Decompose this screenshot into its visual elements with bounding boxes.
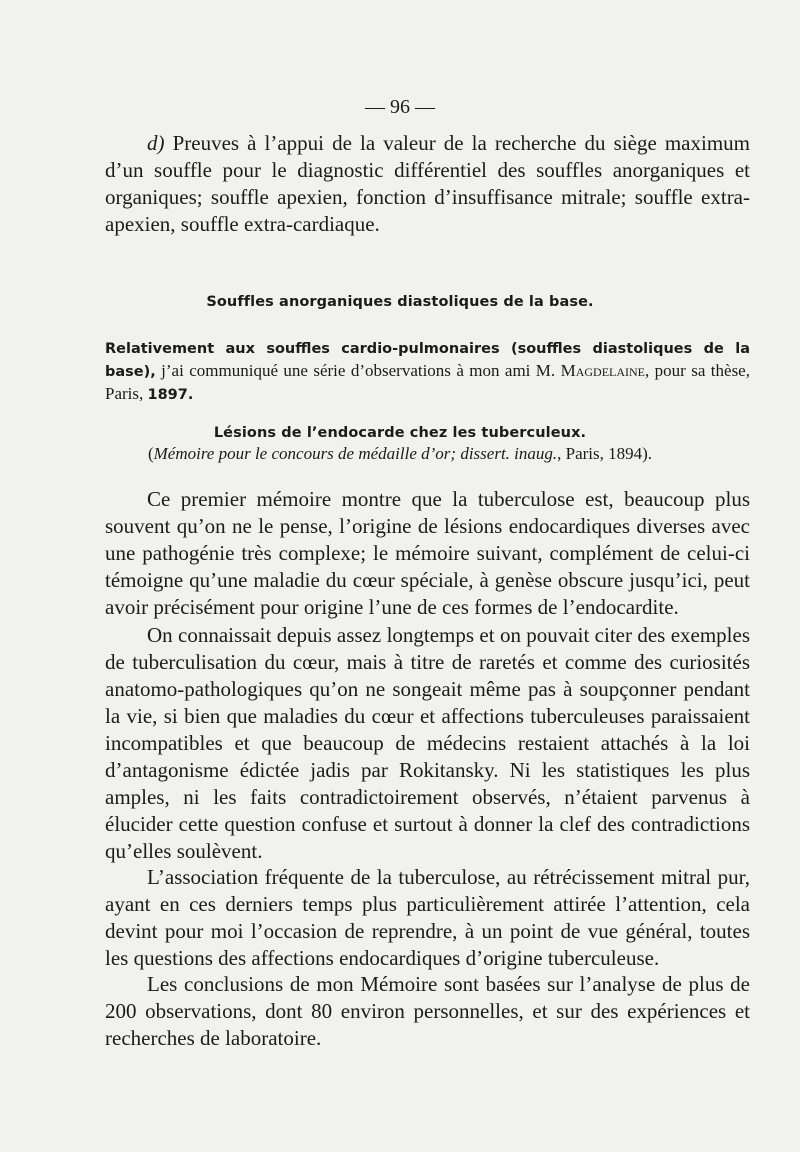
paragraph-text: Les conclusions de mon Mémoire sont basées sur l’analyse de plus de 200 observations, dont 80 environ personnelles, et sur des expériences et recherches de laboratoire. [105, 972, 750, 1050]
citation-line [0, 443, 800, 464]
citation-title: Mémoire pour le concours de médaille d’or; dissert. inaug. [153, 444, 558, 463]
section-text-1: j’ai communiqué une série d’observations à mon ami M. [155, 361, 561, 380]
section-lead: Relativement aux souffles cardio-pulmonaires (souffles diastoliques de la base), [105, 341, 750, 380]
section-text-2: , pour sa thèse, Paris, [105, 361, 750, 403]
citation-rest: , Paris, 1894). [557, 444, 653, 463]
body-paragraph-1 [105, 486, 750, 621]
page-number: — 96 — [365, 96, 435, 118]
intro-text: Preuves à l’appui de la valeur de la recherche du siège maximum d’un souffle pour le diagnostic différentiel des souffles anorganiques et organiques; souffle apexien, fonction d’insuffisance mitrale; souffle extra-apexien, souffle extra-cardiaque. [105, 131, 750, 236]
paragraph-text: On connaissait depuis assez longtemps et on pouvait citer des exemples de tuberculisation du cœur, mais à titre de raretés et comme des curiosités anatomo-pathologiques qu’on ne songeait même pas à soupçonner pendant la vie, si bien que maladies du cœur et affections tuberculeuses paraissaient incompatibles et que beaucoup de médecins restaient attachés à la loi d’antagonisme édictée jadis par Rokitansky. Ni les statistiques les plus amples, ni les faits contradictoirement observés, n’étaient parvenus à élucider cette question confuse et surtout à donner la clef des contradictions qu’elles soulèvent. [105, 623, 750, 863]
body-paragraph-2 [105, 622, 750, 865]
author-name: Magdelaine [560, 361, 646, 380]
section-heading-lesions: Lésions de l’endocarde chez les tuberculeux. [213, 425, 587, 441]
intro-paragraph [105, 130, 750, 238]
body-paragraph-3 [105, 864, 750, 972]
section-paragraph-souffles [105, 337, 750, 406]
section-year: 1897. [147, 387, 194, 403]
paragraph-text: Ce premier mémoire montre que la tuberculose est, beaucoup plus souvent qu’on ne le pense, l’origine de lésions endocardiques diverses avec une pathogénie très complexe; le mémoire suivant, complément de celui-ci témoigne qu’une maladie du cœur spéciale, à genèse obscure jusqu’ici, peut avoir précisément pour origine l’une de ces formes de l’endocardite. [105, 487, 750, 619]
section-heading-souffles: Souffles anorganiques diastoliques de la base. [206, 294, 594, 310]
body-paragraph-4 [105, 971, 750, 1052]
citation-open: ( [147, 444, 154, 463]
paragraph-text: L’association fréquente de la tuberculose, au rétrécissement mitral pur, ayant en ces derniers temps plus particulièrement attirée l’attention, cela devint pour moi l’occasion de reprendre, à un point de vue général, toutes les questions des affections endocardiques d’origine tuberculeuse. [105, 865, 750, 970]
intro-label: d) [147, 131, 165, 155]
